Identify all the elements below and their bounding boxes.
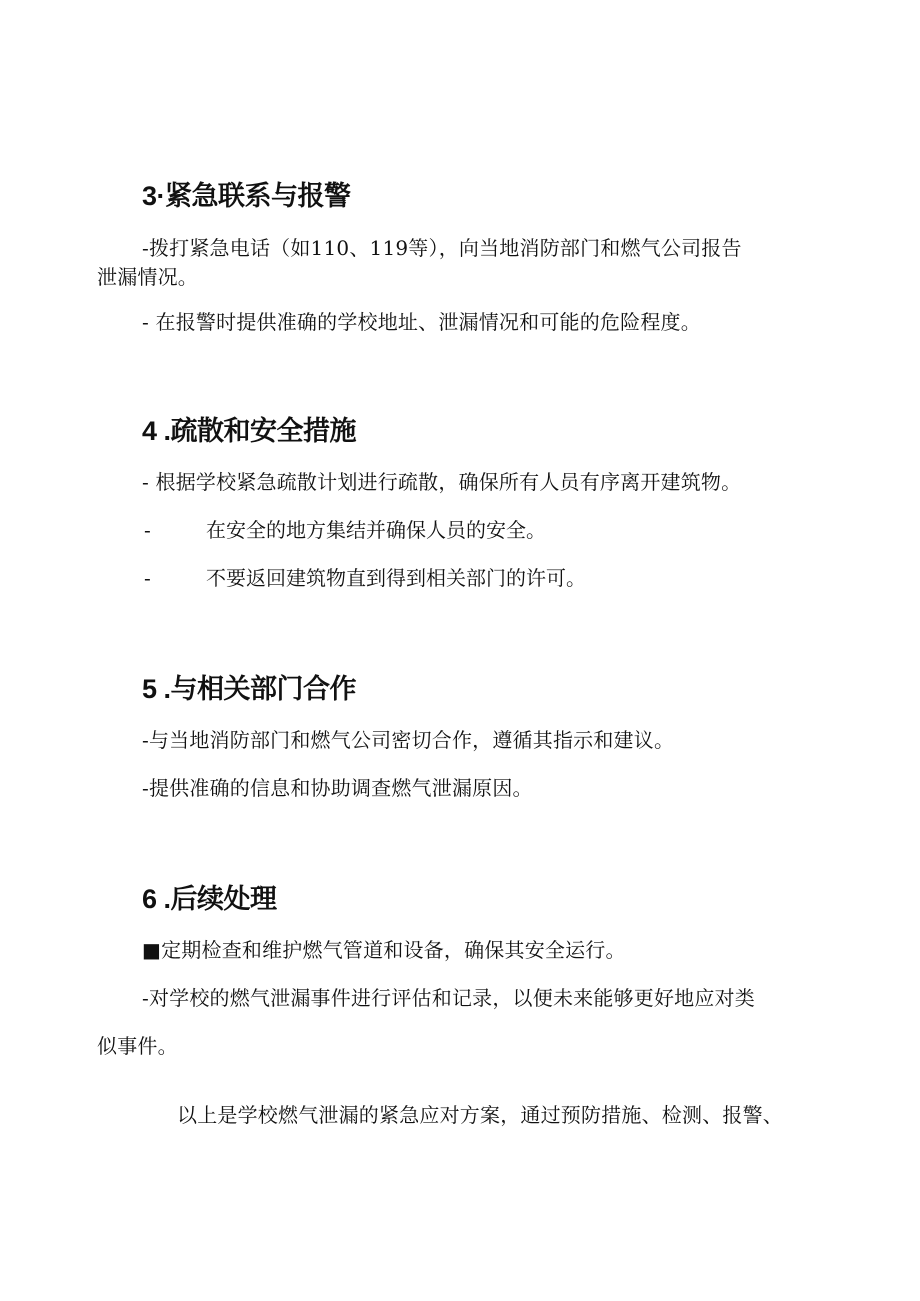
section-6-line-2: -对学校的燃气泄漏事件进行评估和记录，以便未来能够更好地应对类 — [142, 986, 755, 1010]
section-4-item-3-text: 不要返回建筑物直到得到相关部门的许可。 — [206, 566, 586, 590]
section-3-line-1: -拨打紧急电话（如110、119等），向当地消防部门和燃气公司报告 — [142, 236, 742, 260]
dash-marker: - — [144, 518, 151, 542]
section-4-item-3 — [144, 562, 586, 591]
section-3-heading: 3·紧急联系与报警 — [142, 181, 351, 211]
section-5-line-2: -提供准确的信息和协助调查燃气泄漏原因。 — [142, 776, 533, 800]
section-5-heading: 5 .与相关部门合作 — [142, 674, 357, 704]
section-6-heading: 6 .后续处理 — [142, 884, 277, 914]
section-4-item-2-text: 在安全的地方集结并确保人员的安全。 — [206, 518, 546, 542]
section-3-line-2: - 在报警时提供准确的学校地址、泄漏情况和可能的危险程度。 — [142, 310, 701, 334]
section-4-item-2 — [144, 514, 546, 543]
section-3-line-1-continued: 泄漏情况。 — [97, 265, 198, 289]
section-4-heading: 4 .疏散和安全措施 — [142, 416, 357, 446]
closing-paragraph: 以上是学校燃气泄漏的紧急应对方案，通过预防措施、检测、报警、 — [177, 1103, 783, 1127]
section-6-line-2-continued: 似事件。 — [97, 1034, 178, 1058]
section-6-line-1: ■定期检查和维护燃气管道和设备，确保其安全运行。 — [142, 938, 626, 962]
dash-marker: - — [144, 566, 151, 590]
section-5-line-1: -与当地消防部门和燃气公司密切合作，遵循其指示和建议。 — [142, 728, 675, 752]
section-4-line-1: - 根据学校紧急疏散计划进行疏散，确保所有人员有序离开建筑物。 — [142, 470, 742, 494]
